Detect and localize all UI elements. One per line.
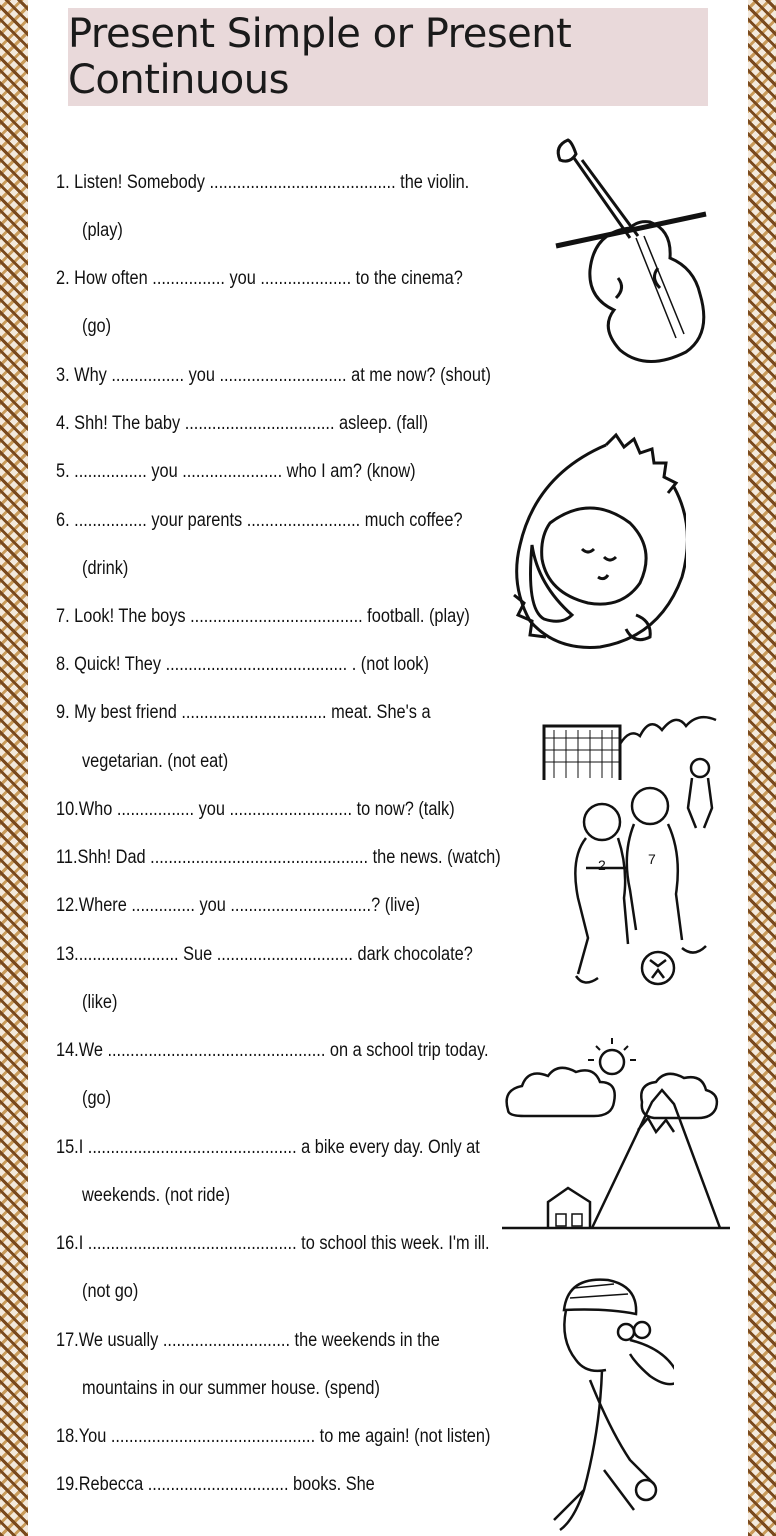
svg-text:7: 7 [648,851,656,867]
exercise-14-hint: (go) [82,1088,112,1109]
exercise-9-line: 9. My best friend ................................ meat. She's a [56,702,431,723]
exercise-2-hint: (go) [82,316,112,337]
violin-illustration [546,128,716,368]
exercise-16-line: 16.I .............................................. to school this week. I'm ill. [56,1233,490,1254]
exercise-13-hint: (like) [82,992,118,1013]
exercise-4-line: 4. Shh! The baby ................................. asleep. (fall) [56,413,429,434]
worksheet [40,0,736,1536]
decorative-border-right [748,0,776,1536]
cyclist-illustration [514,1270,674,1536]
decorative-border-left [0,0,28,1536]
exercise-14-line: 14.We ................................................ on a school trip today. [56,1040,489,1061]
exercise-6-line: 6. ................ your parents ......................... much coffee? [56,510,463,531]
exercise-19-line: 19.Rebecca ............................... books. She [56,1474,375,1495]
exercise-9-hint: vegetarian. (not eat) [82,751,229,772]
exercise-11-line: 11.Shh! Dad ................................................ the news. (watch) [56,847,501,868]
exercise-13-line: 13....................... Sue .............................. dark chocolate? [56,944,473,965]
svg-text:2: 2 [598,857,606,873]
exercise-8-line: 8. Quick! They ........................................ . (not look) [56,654,429,675]
exercise-3-line: 3. Why ................ you ............................ at me now? (shout) [56,365,491,386]
exercise-2-line: 2. How often ................ you .................... to the cinema? [56,268,463,289]
exercise-12-line: 12.Where .............. you ...............................? (live) [56,895,421,916]
page-title: Present Simple or Present Continuous [68,11,572,103]
football-players-illustration [540,698,720,998]
exercise-10-line: 10.Who ................. you ........................... to now? (talk) [56,799,455,820]
exercise-6-hint: (drink) [82,558,129,579]
exercise-1-hint: (play) [82,220,123,241]
exercise-17-line: 17.We usually ............................ the weekends in the [56,1330,440,1351]
exercise-1-line: 1. Listen! Somebody ......................................... the violin. [56,172,470,193]
exercise-18-line: 18.You ............................................. to me again! (not listen) [56,1426,491,1447]
exercise-15-hint: weekends. (not ride) [82,1185,231,1206]
exercise-7-line: 7. Look! The boys ...................................... football. (play) [56,606,470,627]
exercise-17-hint: mountains in our summer house. (spend) [82,1378,380,1399]
exercise-16-hint: (not go) [82,1281,139,1302]
mountain-clouds-illustration [502,1030,732,1240]
exercise-15-line: 15.I .............................................. a bike every day. Only at [56,1137,480,1158]
title-banner [68,8,708,106]
exercise-5-line: 5. ................ you ...................... who I am? (know) [56,461,416,482]
sleeping-baby-illustration [506,425,686,665]
